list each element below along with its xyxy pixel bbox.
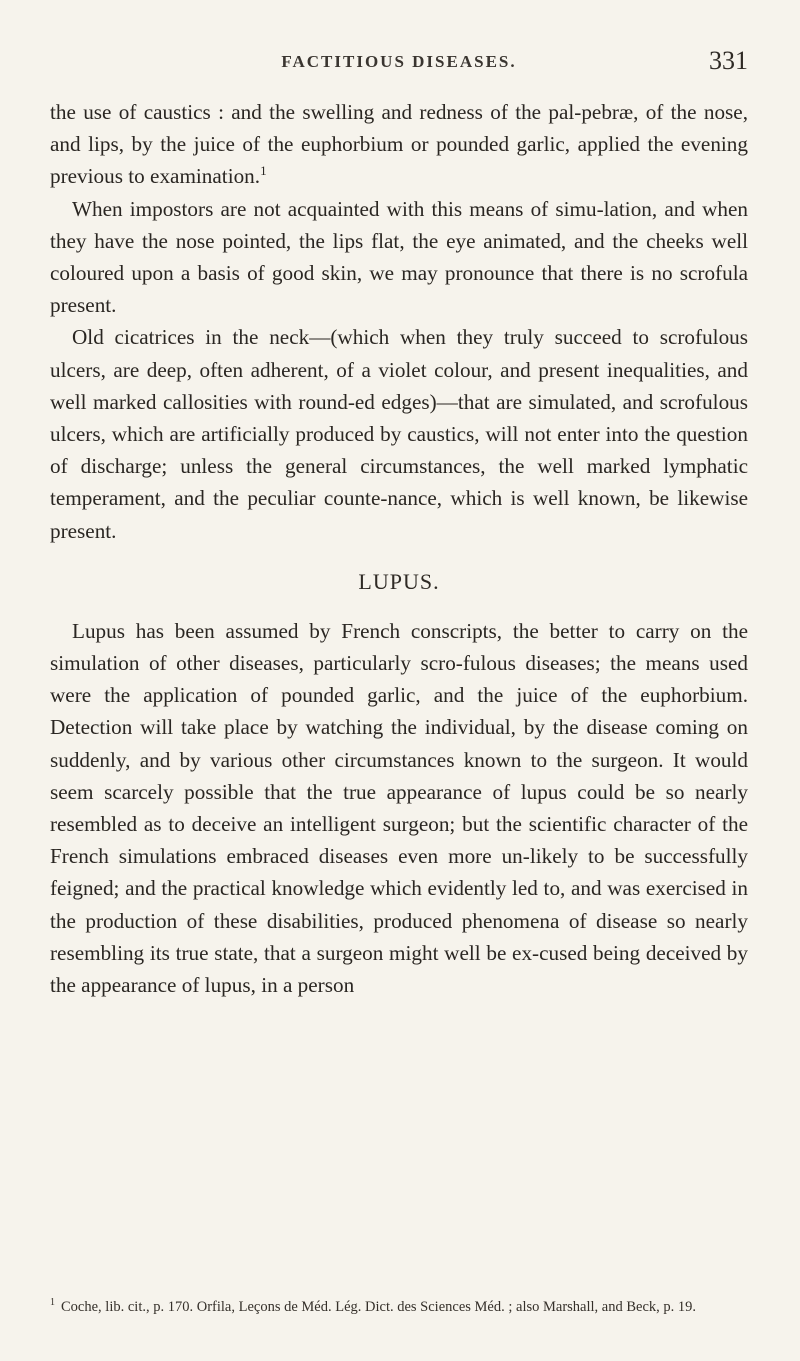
footnote	[50, 1296, 748, 1318]
paragraph-lupus: Lupus has been assumed by French conscripts, the better to carry on the simulation of other diseases, particularly scro-fulous diseases; the means used were the application of pounded garlic, and the juice of the euphorbium. Detection will take place by watching the individual, by the disease coming on suddenly, and by various other circumstances known to the surgeon. It would seem scarcely possible that the true appearance of lupus could be so nearly resembled as to deceive an intelligent surgeon; but the scientific character of the French simulations embraced diseases even more un-likely to be successfully feigned; and the practical knowledge which evidently led to, and was exercised in the production of these disabilities, produced phenomena of disease so nearly resembling its true state, that a surgeon might well be ex-cused being deceived by the appearance of lupus, in a person	[50, 618, 748, 998]
footnote-reference: 1	[260, 163, 267, 179]
document-page	[50, 46, 748, 1352]
paragraph-text: the use of caustics : and the swelling and redness of the pal-pebræ, of the nose, and lips, by the juice of the euphorbium or pounded garlic, applied the evening previous to examination.	[50, 100, 748, 189]
footnote-mark: 1	[50, 1297, 55, 1309]
section-heading-lupus: LUPUS.	[358, 568, 440, 594]
footnote-text: Coche, lib. cit., p. 170. Orfila, Leçons de Méd. Lég. Dict. des Sciences Méd. ; also Marshall, and Beck, p. 19.	[61, 1299, 697, 1315]
paragraph-continuation	[50, 96, 748, 193]
paragraph-cicatrices: Old cicatrices in the neck—(which when they truly succeed to scrofulous ulcers, are deep, often adherent, of a violet colour, and present inequalities, and well marked callosities with round-ed edges)—that are simulated, and scrofulous ulcers, which are artificially produced by caustics, will not enter into the question of discharge; unless the general circumstances, the well marked lymphatic temperament, and the peculiar counte-nance, which is well known, be likewise present.	[50, 325, 748, 543]
running-header	[50, 46, 748, 86]
page-number: 331	[709, 46, 748, 75]
running-title: FACTITIOUS DISEASES.	[281, 52, 517, 71]
paragraph-impostors: When impostors are not acquainted with this means of simu-lation, and when they have the nose pointed, the lips flat, the eye animated, and the cheeks well coloured upon a basis of good skin, we may pronounce that there is no scrofula present.	[50, 196, 748, 318]
